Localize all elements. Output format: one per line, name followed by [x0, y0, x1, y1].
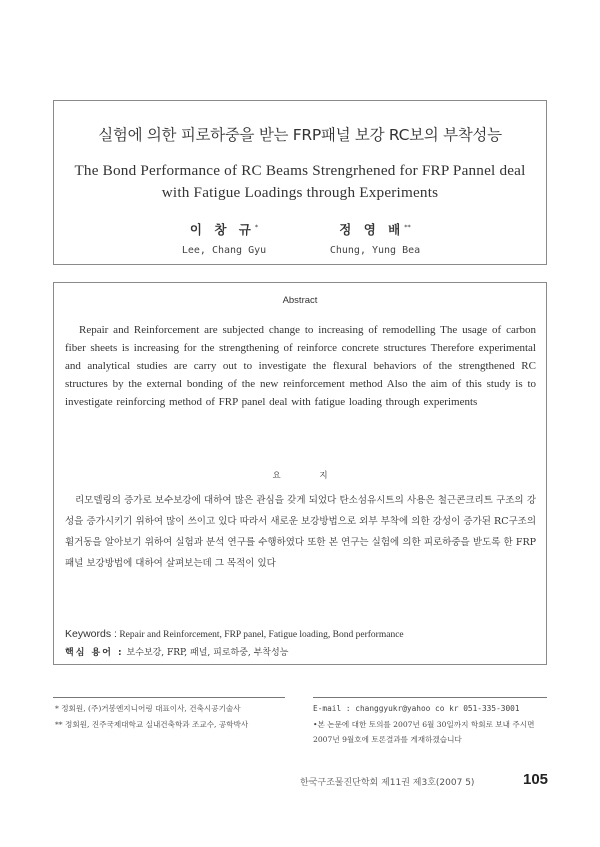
footnote-divider-left [53, 697, 285, 698]
paper-title-korean: 실험에 의한 피로하중을 받는 FRP패널 보강 RC보의 부착성능 [98, 126, 502, 144]
author-1 [149, 220, 299, 256]
author-2-mark: ** [404, 222, 411, 231]
paper-title-english: The Bond Performance of RC Beams Strengrhened for FRP Pannel deal with Fatigue Loadings through Experiments [74, 162, 526, 201]
keywords-english [65, 628, 538, 640]
footnote-author-1: * 정회원, (주)거봉엔지니어링 대표이사, 건축시공기술사 [55, 704, 241, 713]
abstract-box [53, 282, 547, 665]
korean-summary-text: 리모델링의 증가로 보수보강에 대하여 많은 관심을 갖게 되었다 탄소섬유시트의 사용은 철근콘크리트 구조의 강성을 증가시키기 위하여 많이 쓰이고 있다 따라서 새로운 보강방법으로 외부 부착에 의한 강성이 증가된 RC구조의 휨거동을 알아보기 위하여 실험과 분석 연구를 수행하였다 또한 본 연구는 실험에 의한 피로하중을 받도록 한 FRP패널 보강방법에 대하여 살펴보는데 그 목적이 있다 [65, 495, 536, 569]
keywords-korean-label: 핵심 용어 : [65, 648, 124, 658]
page-number: 105 [523, 771, 549, 788]
korean-summary-heading: 요 지 [272, 471, 346, 481]
abstract-heading: Abstract [282, 295, 318, 306]
author-2-name-english: Chung, Yung Bea [329, 245, 421, 256]
discussion-notice: •본 논문에 대한 토의를 2007년 6월 30일까지 학회로 보내 주시면 2007년 9월호에 토론결과를 게재하겠습니다 [313, 720, 535, 744]
keywords-english-label: Keywords : [65, 628, 117, 640]
author-2-name-korean: 정 영 배 [339, 222, 405, 237]
footnote-author-2: ** 정회원, 진주국제대학교 실내건축학과 조교수, 공학박사 [55, 720, 249, 729]
title-box [53, 100, 547, 265]
contact-email: E-mail : changgyukr@yahoo co kr 051-335-3001 [313, 704, 520, 713]
author-1-mark: * [254, 222, 259, 231]
journal-citation: 한국구조물진단학회 제11권 제3호(2007 5) [300, 778, 475, 788]
author-1-name-korean: 이 창 규 [189, 222, 255, 237]
keywords-english-text: Repair and Reinforcement, FRP panel, Fatigue loading, Bond performance [119, 630, 404, 640]
keywords-korean [65, 645, 538, 658]
abstract-text: Repair and Reinforcement are subjected change to increasing of remodelling The usage of carbon fiber sheets is increasing for the strengthening of reinforce concrete structures Therefore experimental and analytical studies are carry out to investigate the flexural behaviors of the strengthened RC structures by the external bonding of the new reinforcement method Also the aim of this study is to investigate reinforcing method of FRP panel deal with fatigue loading through experiments [65, 324, 536, 408]
author-1-name-english: Lee, Chang Gyu [181, 245, 267, 256]
footnote-divider-right [313, 697, 547, 698]
keywords-korean-text: 보수보강, FRP, 패널, 피로하중, 부착성능 [126, 648, 289, 658]
author-2 [300, 220, 450, 256]
